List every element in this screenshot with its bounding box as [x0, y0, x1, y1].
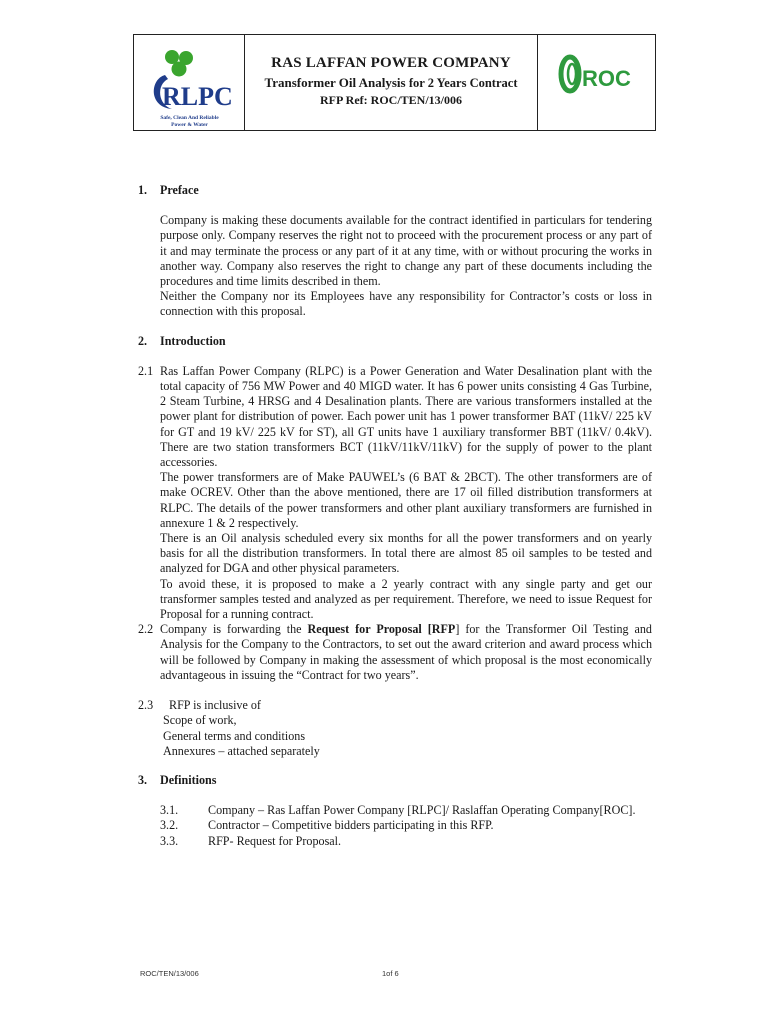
intro-paragraph-3: There is an Oil analysis scheduled every six months for all the power transformers and on yearly basis for all the distribution transformers. In total there are almost 85 oil samples to be tested and analyzed for DGA and other physical parameters.	[160, 531, 652, 576]
footer-page-number: 1of 6	[382, 969, 399, 978]
section-heading-definitions: 3. Definitions	[138, 772, 217, 787]
intro-paragraph-4: To avoid these, it is proposed to make a 2 yearly contract with any single party and get our transformer samples tested and analyzed as per requirement. Therefore, we need to issue Request for Proposal for a running contract.	[160, 576, 652, 622]
rfp-reference: RFP Ref: ROC/TEN/13/006	[320, 93, 462, 107]
preface-paragraph-2: Neither the Company nor its Employees have any responsibility for Contractor’s costs or loss in connection with this proposal.	[160, 289, 652, 319]
rlpc-logo-icon	[142, 49, 237, 115]
document-header	[133, 34, 656, 131]
subsection-2-3: 2.3 RFP is inclusive of Scope of work, General terms and conditions Annexures – attached separately	[138, 698, 652, 759]
document-body	[138, 183, 652, 849]
intro-paragraph-5: Company is forwarding the Request for Proposal [RFP] for the Transformer Oil Testing and Analysis for the Company to the Contractors, to set out the award criterion and award process which will be followed by Company in making the assessment of which proposal is the most economically advantageous in issuing the “Contract for two years”.	[160, 622, 652, 682]
rfp-inclusive-title: RFP is inclusive of	[169, 698, 261, 713]
roc-logo-text: ROC	[582, 66, 631, 91]
definition-item: 3.1. Company – Ras Laffan Power Company [RLPC]/ Raslaffan Operating Company[ROC].	[160, 803, 636, 818]
subsection-2-1: 2.1 Ras Laffan Power Company (RLPC) is a Power Generation and Water Desalination plant with the total capacity of 756 MW Power and 40 MIGD water. It has 6 power units consisting 4 Gas Turbine, 2 Steam Turbine, 4 HRSG and 4 Desalination plants. There are various transformers installed at the power plant for distribution of power. Each power unit has 1 power transformer BAT (11kV/ 225 kV for GT and 19 kV/ 225 kV for ST), all GT units have 1 auxiliary transformer BBT (11kV/ 0.4kV). There are two station transformers BCT (11kV/11kV/11kV) for the supply of power to the plant accessories. The power transformers are of Make PAUWEL’s (6 BAT & 2BCT). The other transformers are of make OCREV. Other than the above mentioned, there are 17 oil filled distribution transformers at RLPC. The details of the power transformers and other plant auxiliary transformers are furnished in annexure 1 & 2 respectively. There is an Oil analysis scheduled every six months for all the power transformers and on yearly basis for all the distribution transformers. In total there are almost 85 oil samples to be tested and analyzed for DGA and other physical parameters. To avoid these, it is proposed to make a 2 yearly contract with any single party and get our transformer samples tested and analyzed as per requirement. Therefore, we need to issue Request for Proposal for a running contract.	[138, 363, 652, 622]
intro-paragraph-2: The power transformers are of Make PAUWEL’s (6 BAT & 2BCT). The other transformers are of make OCREV. Other than the above mentioned, there are 17 oil filled distribution transformers at RLPC. The details of the power transformers and other plant auxiliary transformers are furnished in annexure 1 & 2 respectively.	[160, 470, 652, 530]
definition-item: 3.3. RFP- Request for Proposal.	[160, 833, 342, 848]
subsection-2-2: 2.2 Company is forwarding the Request for Proposal [RFP] for the Transformer Oil Testing and Analysis for the Company to the Contractors, to set out the award criterion and award process which will be followed by Company in making the assessment of which proposal is the most economically advantageous in issuing the “Contract for two years”.	[138, 622, 652, 682]
rfp-inclusive-item: General terms and conditions	[163, 728, 306, 743]
rfp-inclusive-item: Annexures – attached separately	[163, 743, 320, 758]
header-title-block	[245, 35, 538, 130]
roc-logo	[538, 35, 655, 130]
rlpc-logo	[134, 35, 245, 130]
rfp-inclusive-item: Scope of work,	[163, 713, 237, 728]
roc-logo-icon	[556, 53, 641, 103]
rlpc-tagline: Safe, Clean And Reliable Power & Water	[160, 115, 219, 128]
rlpc-logo-text: RLPC	[162, 82, 233, 111]
definition-item: 3.2. Contractor – Competitive bidders participating in this RFP.	[160, 818, 494, 833]
intro-paragraph-1: Ras Laffan Power Company (RLPC) is a Power Generation and Water Desalination plant with the total capacity of 756 MW Power and 40 MIGD water. It has 6 power units consisting 4 Gas Turbine, 2 Steam Turbine, 4 HRSG and 4 Desalination plants. There are various transformers installed at the power plant for distribution of power. Each power unit has 1 power transformer BAT (11kV/ 225 kV for GT and 19 kV/ 225 kV for ST), all GT units have 1 auxiliary transformer BBT (11kV/ 0.4kV). There are two station transformers BCT (11kV/11kV/11kV) for the supply of power to the plant accessories.	[160, 363, 652, 470]
document-subtitle: Transformer Oil Analysis for 2 Years Contract	[264, 75, 518, 90]
company-title: RAS LAFFAN POWER COMPANY	[271, 55, 511, 71]
preface-paragraph-1: Company is making these documents available for the contract identified in particulars for tendering purpose only. Company reserves the right not to proceed with the procurement process or any part of it and may terminate the process or any part of it at any time, with or without procuring the works in another way. Company also reserves the right to change any part of these documents including the procedures and time limits described in them.	[160, 213, 652, 289]
footer-reference: ROC/TEN/13/006	[140, 969, 199, 978]
section-heading-preface: 1. Preface	[138, 183, 199, 197]
section-heading-introduction: 2. Introduction	[138, 333, 226, 348]
